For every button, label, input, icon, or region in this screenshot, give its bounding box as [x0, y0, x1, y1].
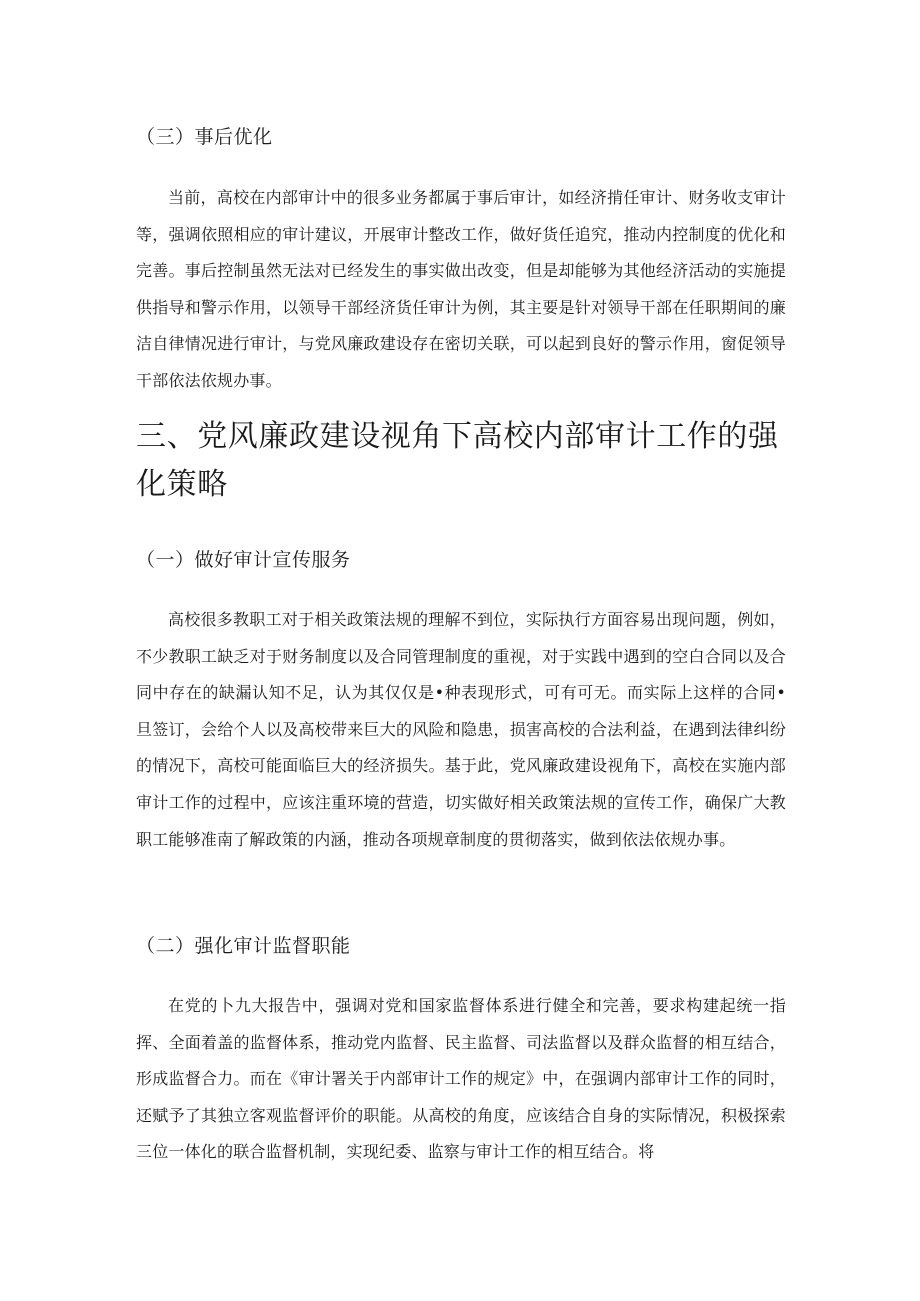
subheading-post-optimization: （三）事后优化 [136, 126, 273, 148]
paragraph-audit-supervision: 在党的卜九大报告中，强调对党和国家监督体系进行健全和完善，要求构建起统一指挥、全面着盖的监督体系，推动党内监督、民主监督、司法监督以及群众监督的相互结合，形成监督合力。而在《审计署关于内部审计工作的规定》中，在强调内部审计工作的同时，还赋予了其独立客观监督评价的职能。从高校的角度，应该结合自身的实际情况，积极探索三位一体化的联合监督机制，实现纪委、监察与审计工作的相互结合。将 [136, 996, 786, 1162]
subheading-audit-supervision: （二）强化审计监督职能 [136, 935, 351, 957]
section-heading-strategies: 三、党风廉政建设视角下高校内部审计工作的强化策略 [136, 419, 779, 502]
paragraph-audit-publicity: 高校很多教职工对于相关政策法规的理解不到位，实际执行方面容易出现问题，例如，不少教职工缺乏对于财务制度以及合同管理制度的重视，对于实践中遇到的空白合同以及合同中存在的缺漏认知不足，认为其仅仅是•种表现形式，可有可无。而实际上这样的合同•旦签订，会给个人以及高校带来巨大的风险和隐患，损害高校的合法利益，在遇到法律纠纷的情况下，高校可能面临巨大的经济损失。基于此，党风廉政建设视角下，高校在实施内部审计工作的过程中，应该注重环境的营造，切实做好相关政策法规的宣传工作，确保广大教职工能够准南了解政策的内涵，推动各项规章制度的贯彻落实，做到依法依规办事。 [136, 610, 786, 849]
subheading-audit-publicity: （一）做好审计宣传服务 [136, 549, 351, 571]
paragraph-post-optimization: 当前，高校在内部审计中的很多业务都属于事后审计，如经济掯任审计、财务收支审计等，强调依照相应的审计建议，开展审计整改工作，做好货任追究，推动内控制度的优化和完善。事后控制虽然无法对已经发生的事实做出改变，但是却能够为其他经济活动的实施提供指导和警示作用，以领导干部经济货任审计为例，其主要是针对领导干部在任职期间的廉洁自律情况进行审计，与党风廉政建设存在密切关联，可以起到良好的警示作用，窗促领导干部依法依规办事。 [136, 188, 786, 390]
